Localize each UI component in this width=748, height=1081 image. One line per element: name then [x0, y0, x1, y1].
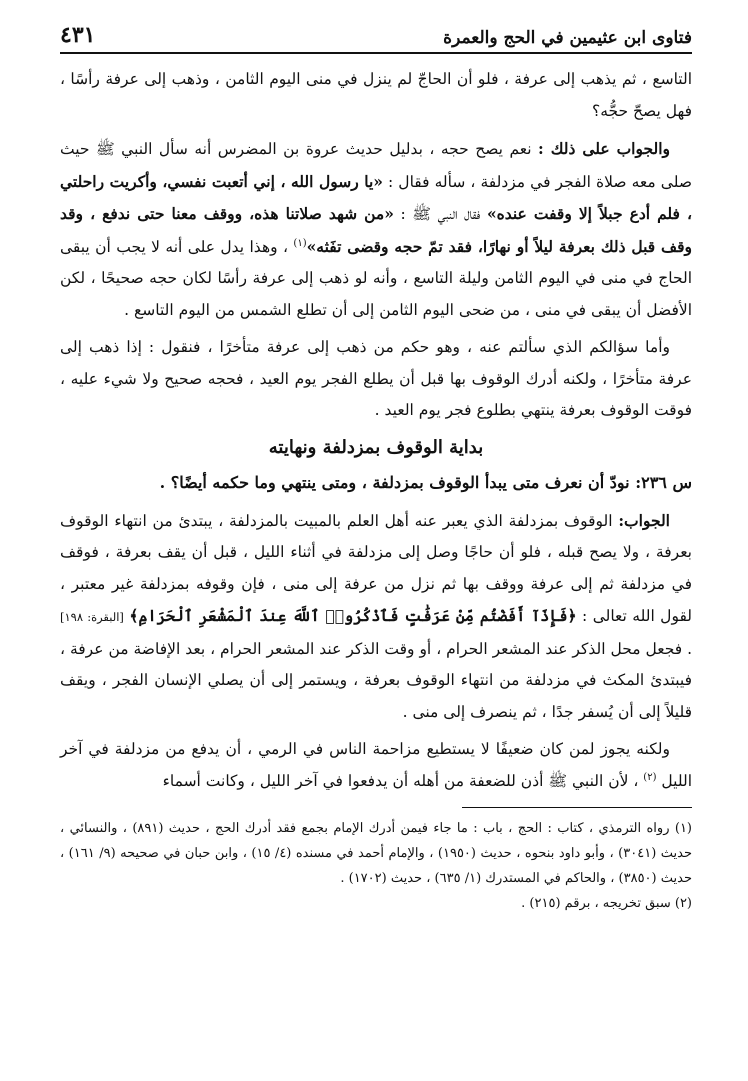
answer-paragraph-2	[60, 734, 692, 797]
answer-lead: والجواب على ذلك :	[538, 139, 671, 158]
verse-reference: [البقرة: ١٩٨]	[60, 610, 124, 624]
footnote-2: (٢) سبق تخريجه ، برقم (٢١٥) .	[521, 896, 692, 911]
footnote-divider	[462, 807, 692, 808]
paragraph-2-text-c: ، وهذا يدل على أنه لا يجب أن يبقى الحاج في منى في اليوم الثامن وليلة التاسع ، وأنه لو ذهب إلى عرفة رأسًا لكان حجه صحيحًا ، لكن الأفضل أن يبقى في منى ، من ضحى اليوم الثامن إلى أن تطلع الشمس من اليوم التاسع .	[60, 237, 692, 319]
footnotes	[60, 816, 692, 916]
page-body	[60, 64, 692, 916]
answer-paragraph-1	[60, 505, 692, 729]
page-number: ٤٣١	[60, 22, 96, 48]
quran-verse: ﴿فَإِذَآ أَفَضْتُم مِّنْ عَرَفَٰتٍ فَٱذْكُرُوا۟ ٱللَّهَ عِندَ ٱلْمَشْعَرِ ٱلْحَرَامِ﴾	[129, 606, 577, 625]
paragraph-2-text-b: فقال النبي ﷺ :	[393, 205, 487, 223]
answer-text-c: ولكنه يجوز لمن كان ضعيفًا لا يستطيع مزاحمة الناس في الرمي ، أن يدفع من مزدلفة في آخر الليل	[60, 740, 692, 790]
hadith-quote-2: «من شهد صلاتنا هذه، ووقف معنا حتى ندفع ، وقد وقف قبل ذلك بعرفة ليلاً أو نهارًا، فقد تمّ حجه وقضى تفَثه»	[60, 204, 692, 256]
footnote-marker-2[interactable]: (٢)	[643, 771, 657, 783]
section-title: بداية الوقوف بمزدلفة ونهايته	[268, 436, 484, 458]
paragraph-3: وأما سؤالكم الذي سألتم عنه ، وهو حكم من ذهب إلى عرفة متأخرًا ، فنقول : إذا ذهب إلى عرفة متأخرًا ، ولكنه أدرك الوقوف بها قبل أن يطلع الفجر يوم العيد ، فحجه صحيح ولا شيء عليه ، فوقت الوقوف بعرفة ينتهي بطلوع فجر يوم العيد .	[60, 338, 692, 419]
footnote-1: (١) رواه الترمذي ، كتاب : الحج ، باب : ما جاء فيمن أدرك الإمام بجمع فقد أدرك الحج ، حديث (٨٩١) ، والنسائي ، حديث (٣٠٤١) ، وأبو داود بنحوه ، حديث (١٩٥٠) ، والإمام أحمد في مسنده (٤/ ١٥) ، وابن حبان في صحيحه (٩/ ١٦١) ، حديث (٣٨٥٠) ، والحاكم في المستدرك (١/ ٦٣٥) ، حديث (١٧٠٢) .	[60, 821, 693, 886]
paragraph-2	[60, 133, 692, 326]
answer-text-b: . فجعل محل الذكر عند المشعر الحرام ، أو وقت الذكر عند المشعر الحرام ، بعد الإفاضة من عرفة ، فيبتدئ المكث في مزدلفة من انتهاء الوقوف بعرفة ، ويستمر إلى أن يصلي الإنسان الفجر ، ويقف قليلاً إلى أن يُسفر جدًا ، ثم ينصرف إلى منى .	[60, 639, 692, 721]
paragraph-1: التاسع ، ثم يذهب إلى عرفة ، فلو أن الحاجّ لم ينزل في منى اليوم الثامن ، وذهب إلى عرفة رأسًا ، فهل يصحّ حجُّه؟	[60, 70, 692, 120]
answer-label: الجواب:	[618, 510, 670, 530]
question-236: س ٢٣٦: نودّ أن نعرف متى يبدأ الوقوف بمزدلفة ، ومتى ينتهي وما حكمه أيضًا؟ .	[159, 472, 692, 492]
page-header	[60, 14, 692, 54]
hadith-quote-1: «يا رسول الله ، إني أتعبت نفسي، وأكريت راحلتي ، فلم أدع جبلاً إلا وقفت عنده»	[60, 171, 692, 223]
footnote-marker-1[interactable]: (١)	[293, 237, 307, 249]
answer-text-d: ، لأن النبي ﷺ أذن للضعفة من أهله أن يدفعوا في آخر الليل ، وكانت أسماء	[162, 771, 644, 790]
book-title: فتاوى ابن عثيمين في الحج والعمرة	[443, 28, 692, 48]
paragraph-2-text-a: نعم يصح حجه ، بدليل حديث عروة بن المضرس أنه سأل النبي ﷺ حيث صلى معه صلاة الفجر في مزدلفة ، سأله فقال :	[60, 140, 692, 191]
answer-text-a: الوقوف بمزدلفة الذي يعبر عنه أهل العلم بالمبيت بالمزدلفة ، يبتدئ من انتهاء الوقوف بعرفة ، ولا يصح قبله ، فلو أن حاجًا وصل إلى مزدلفة في أثناء الليل ، قبل أن يقف بعرفة ، فوقف في مزدلفة ثم إلى عرفة ووقف بها ثم نزل من عرفة إلى منى ، فإن وقوفه بمزدلفة غير معتبر ، لقول الله تعالى :	[60, 511, 693, 625]
